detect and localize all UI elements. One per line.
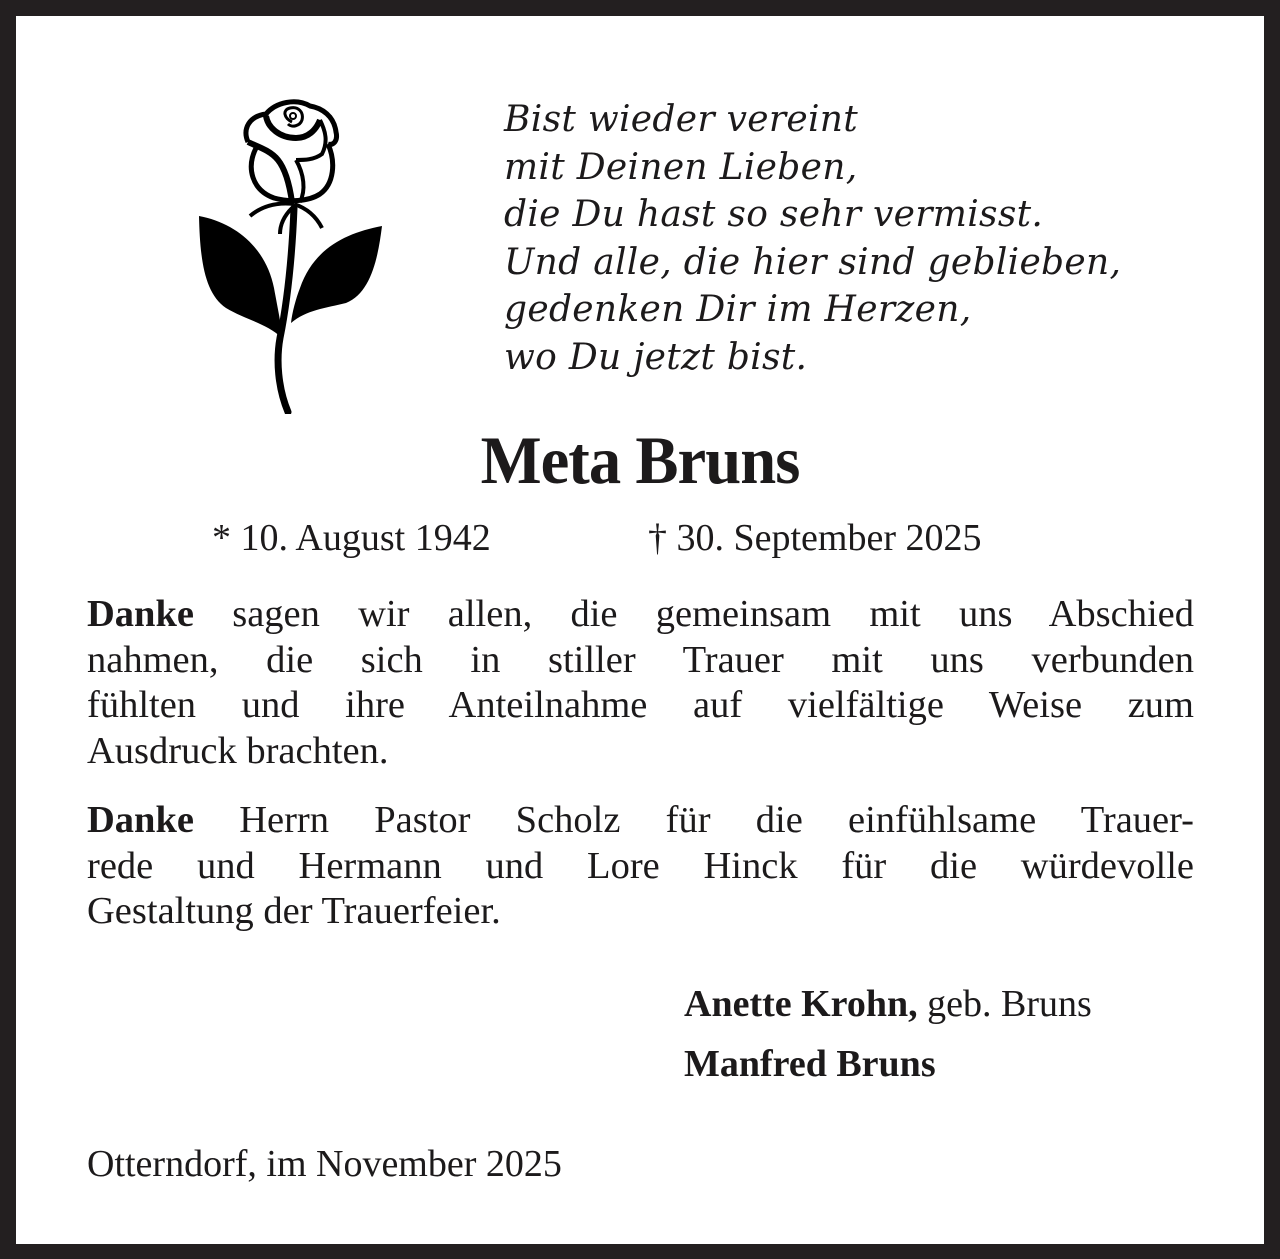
birth-date: * 10. August 1942 xyxy=(212,517,491,559)
signatory-name: Manfred Bruns xyxy=(684,1043,936,1085)
signatory xyxy=(684,1040,936,1088)
paragraph-line: fühlten und ihre Anteilnahme auf vielfältige Weise zum xyxy=(87,684,1194,726)
signatory-suffix: geb. Bruns xyxy=(917,983,1092,1025)
signatory-name: Anette Krohn, xyxy=(684,983,918,1025)
death-date: † 30. September 2025 xyxy=(648,517,982,559)
thank-you-lead: Danke xyxy=(87,593,194,635)
deceased-name: Meta Bruns xyxy=(480,422,800,498)
obituary-card xyxy=(16,16,1264,1244)
signatory xyxy=(684,980,1092,1028)
poem-line: wo Du jetzt bist. xyxy=(504,336,808,378)
paragraph-line: nahmen, die sich in stiller Trauer mit uns verbunden xyxy=(87,638,1194,681)
thank-you-paragraph xyxy=(87,592,1194,774)
poem-line: gedenken Dir im Herzen, xyxy=(504,289,972,330)
poem-line: Bist wieder vereint xyxy=(504,99,859,140)
thank-you-lead: Danke xyxy=(87,799,194,841)
poem-line: mit Deinen Lieben, xyxy=(504,146,858,188)
paragraph-line: Ausdruck brachten. xyxy=(87,729,389,772)
rose-icon xyxy=(196,98,386,414)
poem xyxy=(504,96,1121,381)
paragraph-text: sagen wir allen, die gemeinsam mit uns Abschied xyxy=(193,593,1194,635)
place-and-date: Otterndorf, im November 2025 xyxy=(87,1143,562,1185)
paragraph-text: Herrn Pastor Scholz für die einfühlsame Trauer- xyxy=(193,799,1194,841)
poem-line: die Du hast so sehr vermisst. xyxy=(504,194,1044,235)
paragraph-line: rede und Hermann und Lore Hinck für die würdevolle xyxy=(87,844,1194,887)
thank-you-paragraph xyxy=(87,798,1194,935)
paragraph-line: Gestaltung der Trauerfeier. xyxy=(87,890,501,932)
poem-line: Und alle, die hier sind geblieben, xyxy=(504,241,1122,283)
